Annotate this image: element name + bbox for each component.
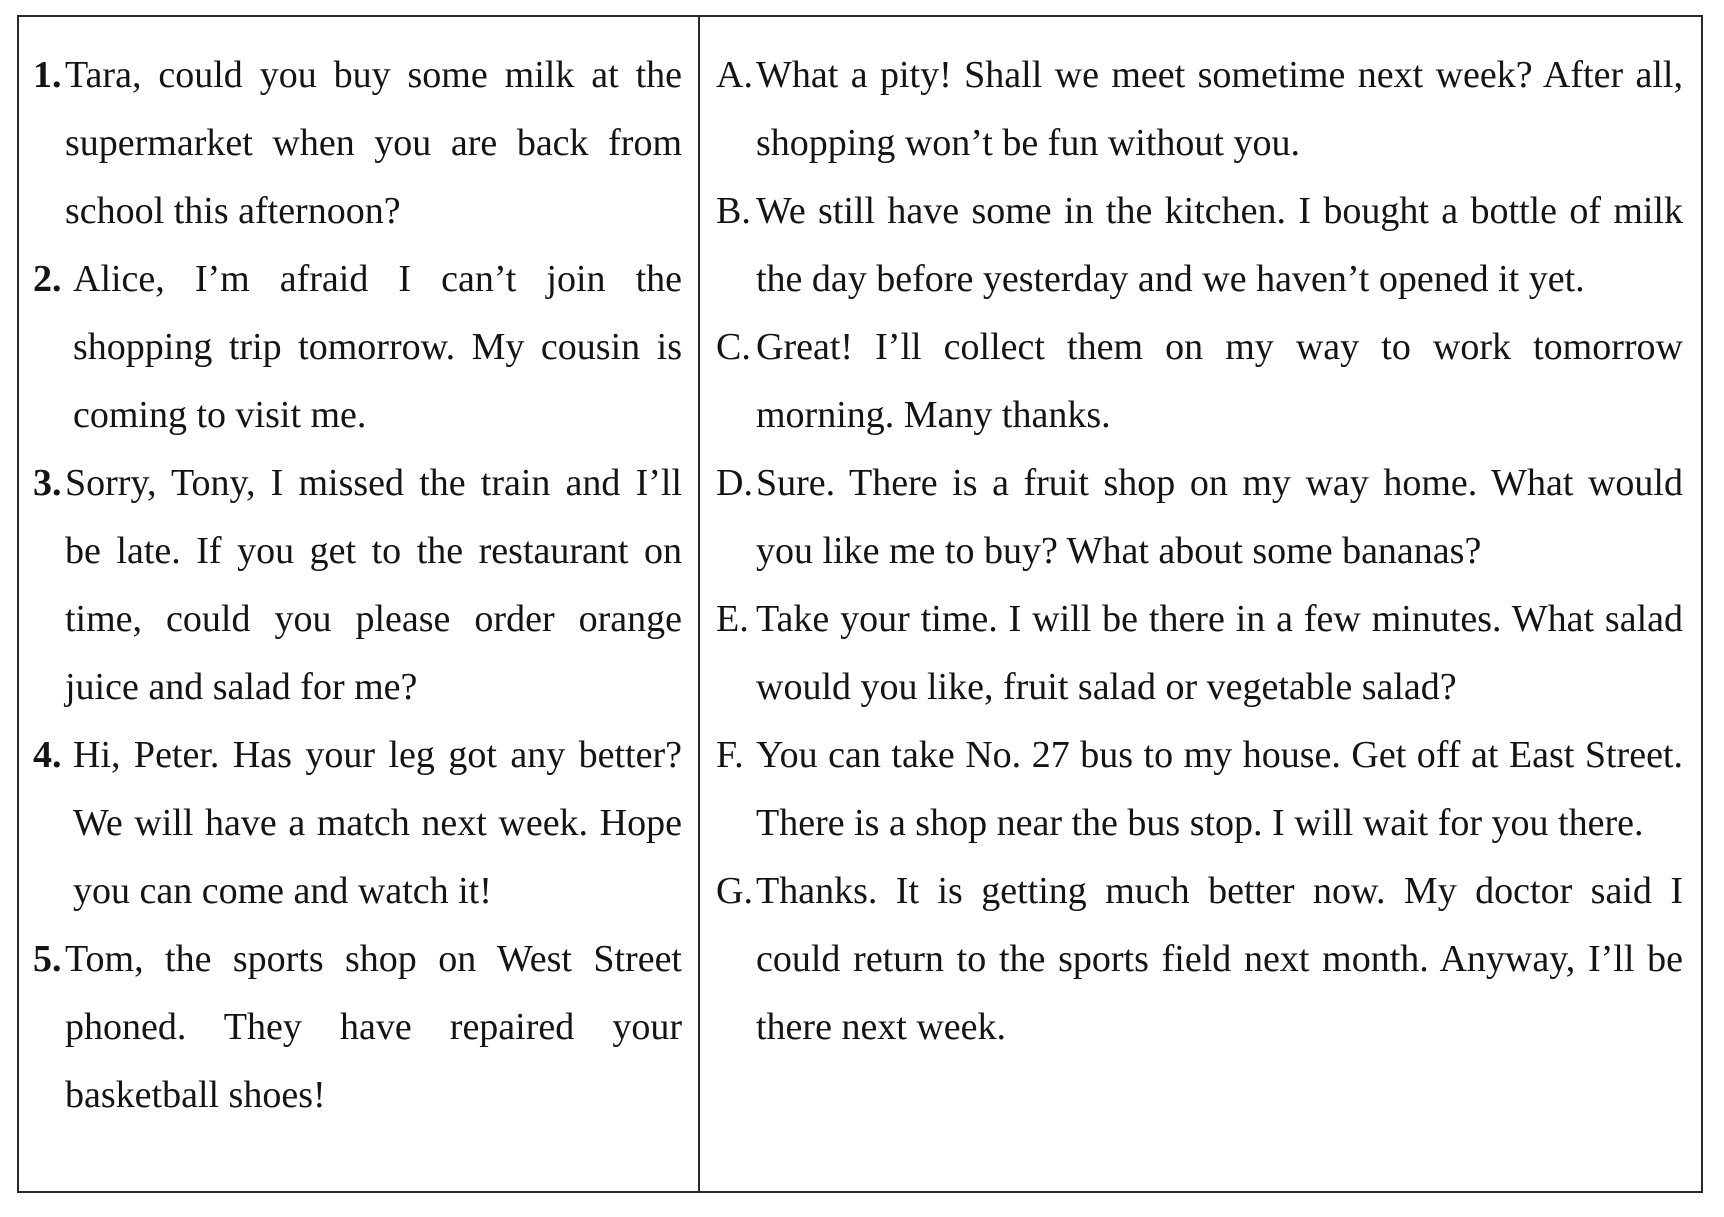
answers-column <box>700 17 1701 1191</box>
answer-letter: F. <box>716 734 744 776</box>
answer-d <box>716 449 1683 585</box>
questions-column <box>19 17 700 1191</box>
answer-g <box>716 857 1683 1061</box>
answer-f <box>716 721 1683 857</box>
answer-letter: D. <box>716 462 753 504</box>
question-text: Hi, Peter. Has your leg got any better? We will have a match next week. Hope you can come and watch it! <box>73 734 682 912</box>
question-text: Sorry, Tony, I missed the train and I’ll be late. If you get to the restaurant on time, could you please order orange juice and salad for me? <box>65 462 682 708</box>
question-5 <box>33 925 682 1129</box>
matching-table <box>17 15 1703 1193</box>
answer-text: Take your time. I will be there in a few minutes. What salad would you like, fruit salad or vegetable salad? <box>756 598 1683 708</box>
answer-letter: A. <box>716 54 753 96</box>
answer-text: We still have some in the kitchen. I bought a bottle of milk the day before yesterday and we haven’t opened it yet. <box>756 190 1683 300</box>
question-number: 5. <box>33 938 62 980</box>
answer-text: Sure. There is a fruit shop on my way home. What would you like me to buy? What about some bananas? <box>756 462 1683 572</box>
question-4 <box>33 721 682 925</box>
question-number: 3. <box>33 462 62 504</box>
answer-letter: E. <box>716 598 749 640</box>
question-text: Tom, the sports shop on West Street phoned. They have repaired your basketball shoes! <box>65 938 682 1116</box>
question-text: Tara, could you buy some milk at the supermarket when you are back from school this afternoon? <box>65 54 682 232</box>
answer-c <box>716 313 1683 449</box>
question-2 <box>33 245 682 449</box>
question-number: 4. <box>33 734 62 776</box>
answer-b <box>716 177 1683 313</box>
question-3 <box>33 449 682 721</box>
answer-e <box>716 585 1683 721</box>
answer-letter: B. <box>716 190 751 232</box>
answer-text: What a pity! Shall we meet sometime next week? After all, shopping won’t be fun without you. <box>756 54 1683 164</box>
answer-letter: G. <box>716 870 753 912</box>
question-text: Alice, I’m afraid I can’t join the shopping trip tomorrow. My cousin is coming to visit me. <box>73 258 682 436</box>
question-1 <box>33 41 682 245</box>
answer-text: You can take No. 27 bus to my house. Get off at East Street. There is a shop near the bus stop. I will wait for you there. <box>756 734 1683 844</box>
answer-text: Great! I’ll collect them on my way to work tomorrow morning. Many thanks. <box>756 326 1683 436</box>
answer-letter: C. <box>716 326 751 368</box>
question-number: 2. <box>33 258 62 300</box>
answer-a <box>716 41 1683 177</box>
answer-text: Thanks. It is getting much better now. My doctor said I could return to the sports field next month. Anyway, I’ll be there next week. <box>756 870 1683 1048</box>
question-number: 1. <box>33 54 62 96</box>
